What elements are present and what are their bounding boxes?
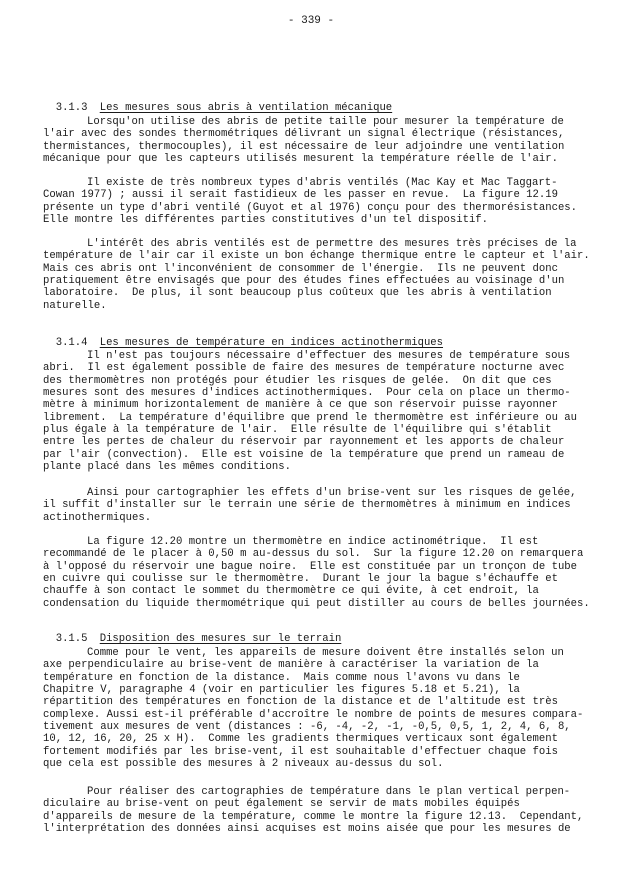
page-number: - 339 -: [287, 15, 335, 27]
text-line: Il n'est pas toujours nécessaire d'effectuer des mesures de température sous: [87, 350, 571, 362]
text-line: par l'air (convection). Elle est voisine de la température que prend un rameau de: [43, 448, 565, 461]
text-line: Ainsi pour cartographier les effets d'un brise-vent sur les risques de gelée,: [87, 487, 577, 499]
text-line: à l'opposé du réservoir une bague noire. Elle est constituée par un tronçon de tube: [43, 560, 578, 573]
text-line: Elle montre les différentes parties constitutives d'un tel dispositif.: [43, 214, 489, 227]
text-line: complexe. Aussi est-il préférable d'accroître le nombre de points de mesures compara-: [43, 708, 584, 721]
text-line: Il existe de très nombreux types d'abris ventilés (Mac Kay et Mac Taggart-: [87, 177, 558, 189]
text-line: que cela est possible des mesures à 2 niveaux au-dessus du sol.: [43, 758, 444, 771]
text-line: actinothermiques.: [43, 511, 152, 524]
text-line: plante placé dans les mêmes conditions.: [43, 461, 291, 474]
text-line: en cuivre qui coulisse sur le thermomètre. Durant le jour la bague s'échauffe et: [43, 573, 558, 586]
section-number: 3.1.3: [55, 102, 88, 114]
paragraph: [43, 238, 590, 312]
text-line: température en fonction de la distance. Mais comme nous l'avons vu dans le: [43, 671, 520, 684]
text-line: mécanique pour que les capteurs utilisés mesurent la température réelle de l'air.: [43, 153, 558, 166]
text-line: La figure 12.20 montre un thermomètre en indice actinométrique. Il est: [87, 536, 539, 548]
text-line: Lorsqu'on utilise des abris de petite taille pour mesurer la température de: [87, 116, 564, 128]
text-line: il suffit d'installer sur le terrain une série de thermomètres à minimum en indices: [43, 499, 571, 512]
text-line: chauffe à son contact le sommet du thermomètre ce qui évite, à cet endroit, la: [43, 585, 539, 598]
paragraph: [43, 647, 583, 770]
section-number: 3.1.4: [55, 337, 88, 349]
text-line: pratiquement être envisagés que pour des études fines effectuées au voisinage d'un: [43, 275, 565, 288]
paragraph: [43, 487, 577, 524]
text-line: des thermomètres non protégés pour étudier les risques de gelée. On dit que ces: [43, 374, 552, 387]
text-line: L'intérêt des abris ventilés est de permettre des mesures très précises de la: [87, 238, 577, 250]
text-line: Pour réaliser des cartographies de température dans le plan vertical perpen-: [87, 786, 571, 798]
text-line: Chapitre V, paragraphe 4 (voir en particulier les figures 5.18 et 5.21), la: [43, 684, 520, 697]
section-title: Les mesures sous abris à ventilation mécanique: [99, 102, 393, 114]
text-line: 10, 12, 16, 20, 25 x H). Comme les gradients thermiques verticaux sont également: [43, 733, 558, 746]
text-line: répartition des températures en fonction de la distance et de l'altitude est très: [43, 696, 558, 709]
text-line: plus égale à la température de l'air. Elle résulte de l'équilibre qui s'établit: [43, 424, 552, 437]
paragraph: [43, 786, 583, 835]
paragraph: [43, 350, 577, 473]
text-line: tivement aux mesures de vent (distances : -6, -4, -2, -1, -0,5, 0,5, 1, 2, 4, 6, 8,: [43, 721, 571, 734]
text-line: l'interprétation des données ainsi acquises est moins aisée que pour les mesures de: [43, 823, 571, 836]
text-line: Mais ces abris ont l'inconvénient de consommer de l'énergie. Ils ne peuvent donc: [43, 262, 558, 275]
paragraph: [43, 116, 564, 165]
text-line: Comme pour le vent, les appareils de mesure doivent être installés selon un: [87, 647, 564, 659]
paragraph: [43, 536, 590, 610]
text-line: naturelle.: [43, 299, 107, 312]
section-heading-3-1-4: [43, 325, 443, 349]
text-line: librement. La température d'équilibre que prend le thermomètre est inférieure ou au: [43, 411, 578, 424]
section-number: 3.1.5: [55, 633, 88, 645]
text-line: l'air avec des sondes thermométriques délivrant un signal électrique (résistances,: [43, 128, 565, 141]
text-line: entre les pertes de chaleur du réservoir par rayonnement et les apports de chaleur: [43, 436, 565, 449]
section-title: Disposition des mesures sur le terrain: [99, 633, 342, 645]
text-line: diculaire au brise-vent on peut également se servir de mats mobiles équipés: [43, 798, 520, 811]
text-line: laboratoire. De plus, il sont beaucoup plus coûteux que les abris à ventilation: [43, 287, 552, 300]
paragraph: [43, 177, 577, 226]
section-heading-3-1-3: [43, 90, 392, 114]
text-line: condensation du liquide thermométrique qui peut distiller au cours de belles journées.: [43, 597, 590, 610]
text-line: d'appareils de mesure de la température, comme le montre la figure 12.13. Cependant,: [43, 810, 584, 823]
section-heading-3-1-5: [43, 621, 341, 645]
text-line: mètre à minimum horizontalement de manière à ce que son réservoir puisse rayonner: [43, 399, 558, 412]
text-line: fortement modifiés par les brise-vent, il est souhaitable d'effectuer chaque fois: [43, 745, 558, 758]
text-line: température de l'air car il existe un bon échange thermique entre le capteur et l'air.: [43, 250, 590, 263]
text-line: présente un type d'abri ventilé (Guyot et al 1976) conçu pour des thermorésistances.: [43, 201, 578, 214]
section-title: Les mesures de température en indices actinothermiques: [99, 337, 444, 349]
text-line: axe perpendiculaire au brise-vent de manière à caractériser la variation de la: [43, 659, 539, 672]
text-line: thermistances, thermocouples), il est nécessaire de leur adjoindre une ventilation: [43, 140, 565, 153]
text-line: mesures sont des mesures d'indices actinothermiques. Pour cela on place un thermo-: [43, 387, 571, 400]
text-line: Cowan 1977) ; aussi il serait fastidieux de les passer en revue. La figure 12.19: [43, 189, 558, 202]
text-line: abri. Il est également possible de faire des mesures de température nocturne avec: [43, 362, 565, 375]
text-line: recommandé de le placer à 0,50 m au-dessus du sol. Sur la figure 12.20 on remarquera: [43, 548, 584, 561]
